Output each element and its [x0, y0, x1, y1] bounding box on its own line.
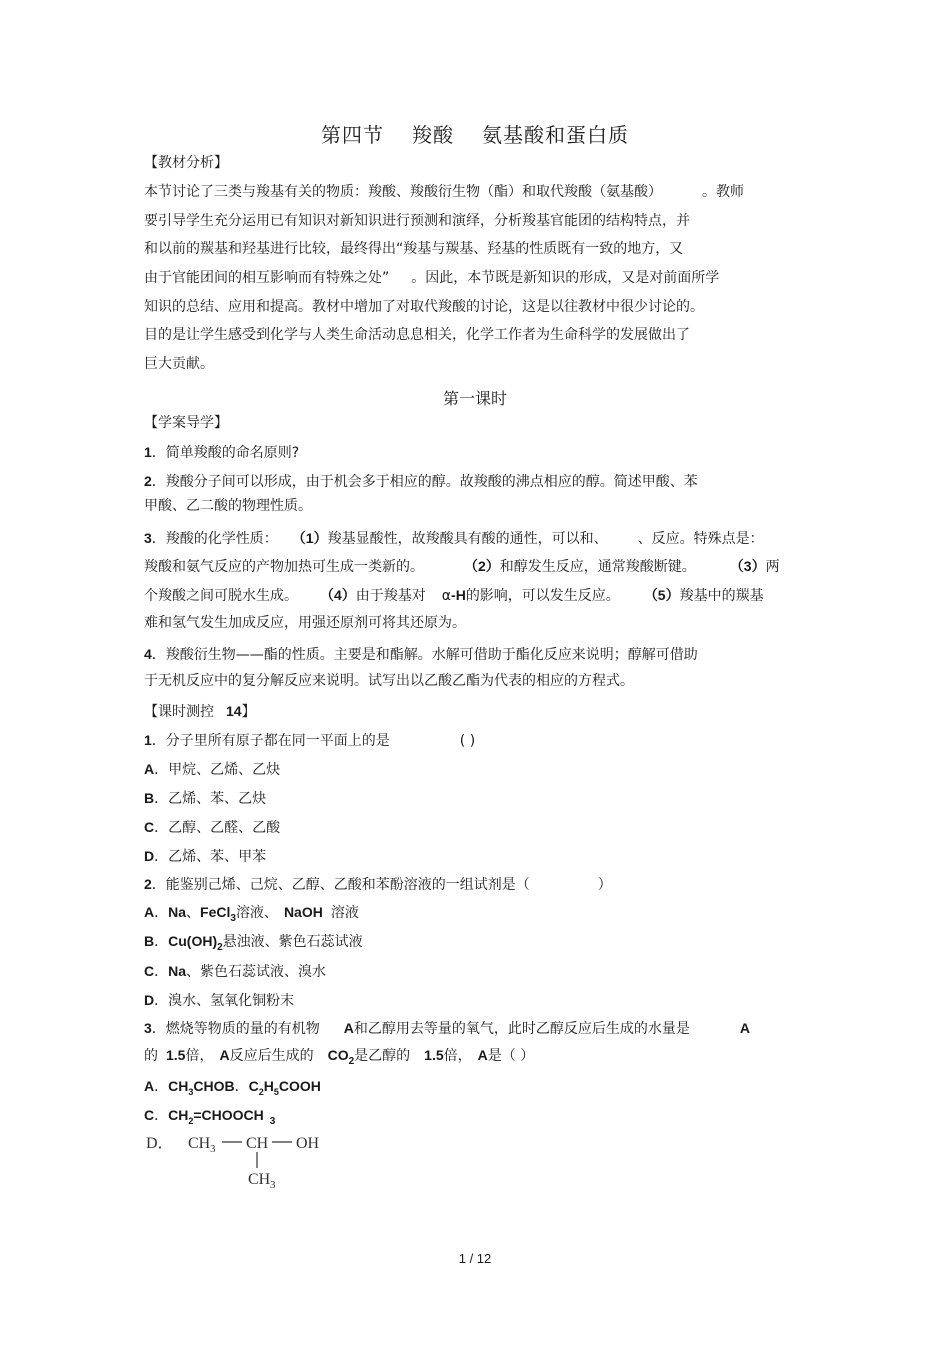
- ch3-bottom: CH: [248, 1171, 271, 1188]
- ch3-left-sub: 3: [210, 1143, 216, 1155]
- page-number: 1 / 12: [458, 1251, 492, 1266]
- guide-heading: 【学案导学】: [144, 415, 228, 431]
- analysis-line-4: 由于官能团间的相互影响而有特殊之处” 。因此，本节既是新知识的形成，又是对前面所学: [144, 270, 720, 286]
- analysis-line-1: 本节讨论了三类与羧基有关的物质：羧酸、羧酸衍生物（酯）和取代羧酸（氨基酸） 。教师: [144, 184, 744, 200]
- quiz-q3-option-a: A．$CH_3CHOB$．$C_2H_5COOH$: [144, 1078, 321, 1097]
- quiz-q3-cont: 的 1.5倍， A反应后生成的 $CO_2$是乙醇的 1.5倍， A是（ ）: [144, 1047, 535, 1067]
- lesson-heading: 第一课时: [442, 389, 507, 408]
- analysis-line-2: 要引导学生充分运用已有知识对新知识进行预测和演绎，分析羧基官能团的结构特点，并: [144, 213, 690, 229]
- quiz-q3: 3．燃烧等物质的量的有机物 A和乙醇用去等量的氧气，此时乙醇反应后生成的水量是 A: [144, 1020, 751, 1037]
- ch3-bottom-sub: 3: [270, 1179, 276, 1190]
- page-title: [0, 119, 950, 148]
- guide-q3-line-3: 个羧酸之间可脱水生成。 （4）由于羧基对 α-H的影响，可以发生反应。 （5）羧基中的羰基: [144, 587, 764, 604]
- quiz-q2-option-a: A．Na、FeCl$_3$溶液、 NaOH 溶液: [144, 904, 359, 924]
- guide-q1: 1．简单羧酸的命名原则?: [144, 444, 300, 461]
- quiz-q1-option-c: C．乙醇、乙醛、乙酸: [144, 819, 281, 836]
- ch-center: CH: [246, 1135, 269, 1152]
- guide-q2-cont: 甲酸、乙二酸的物理性质。: [144, 498, 312, 514]
- analysis-line-3: 和以前的羰基和羟基进行比较，最终得出“羧基与羰基、羟基的性质既有一致的地方，又: [144, 241, 684, 257]
- quiz-q2-option-c: C．Na、紫色石蕊试液、溴水: [144, 963, 327, 980]
- quiz-q2-option-b: B．$Cu(OH)_2$悬浊液、紫色石蕊试液: [144, 933, 363, 953]
- guide-q4-cont: 于无机反应中的复分解反应来说明。试写出以乙酸乙酯为代表的相应的方程式。: [144, 673, 634, 689]
- title-section: 第四节: [321, 123, 384, 147]
- quiz-q1-option-d: D．乙烯、苯、甲苯: [144, 848, 267, 865]
- quiz-q1: 1．分子里所有原子都在同一平面上的是 ( ): [144, 732, 476, 749]
- option-d-label: D．: [146, 1135, 174, 1152]
- title-topic-2: 氨基酸和蛋白质: [482, 123, 629, 147]
- guide-q3-line-2: 羧酸和氨气反应的产物加热可生成一类新的。 （2）和醇发生反应，通常羧酸断键。 （3）两: [144, 558, 780, 575]
- analysis-heading: 【教材分析】: [144, 155, 228, 171]
- guide-q3-line-4: 难和氢气发生加成反应，用强还原剂可将其还原为。: [144, 615, 466, 631]
- quiz-heading: 【课时测控 14】: [144, 703, 256, 720]
- analysis-line-7: 巨大贡献。: [144, 356, 214, 372]
- ch3-left: CH: [188, 1135, 211, 1152]
- quiz-q2-option-d: D．溴水、氢氧化铜粉末: [144, 992, 295, 1009]
- title-topic-1: 羧酸: [412, 123, 454, 147]
- guide-q2: 2．羧酸分子间可以形成，由于机会多于相应的醇。故羧酸的沸点相应的醇。简述甲酸、苯: [144, 473, 698, 490]
- guide-q4: 4．羧酸衍生物——酯的性质。主要是和酯解。水解可借助于酯化反应来说明；醇解可借助: [144, 646, 698, 663]
- quiz-q3-option-d-structure: [146, 1130, 346, 1190]
- analysis-line-5: 知识的总结、应用和提高。教材中增加了对取代羧酸的讨论，这是以往教材中很少讨论的。: [144, 299, 704, 315]
- quiz-q2: 2．能鉴别己烯、己烷、乙醇、乙酸和苯酚溶液的一组试剂是（ ）: [144, 876, 612, 893]
- oh-group: OH: [296, 1135, 320, 1152]
- analysis-line-6: 目的是让学生感受到化学与人类生命活动息息相关，化学工作者为生命科学的发展做出了: [144, 327, 690, 343]
- quiz-q3-option-c: C．$CH_2=CHOOCH$ $_3$: [144, 1107, 276, 1127]
- guide-q3-line-1: 3．羧酸的化学性质： （1）羧基显酸性，故羧酸具有酸的通性，可以和、 、反应。特殊点是：: [144, 530, 764, 547]
- quiz-q1-option-b: B．乙烯、苯、乙炔: [144, 790, 267, 807]
- quiz-q1-option-a: A．甲烷、乙烯、乙炔: [144, 761, 281, 778]
